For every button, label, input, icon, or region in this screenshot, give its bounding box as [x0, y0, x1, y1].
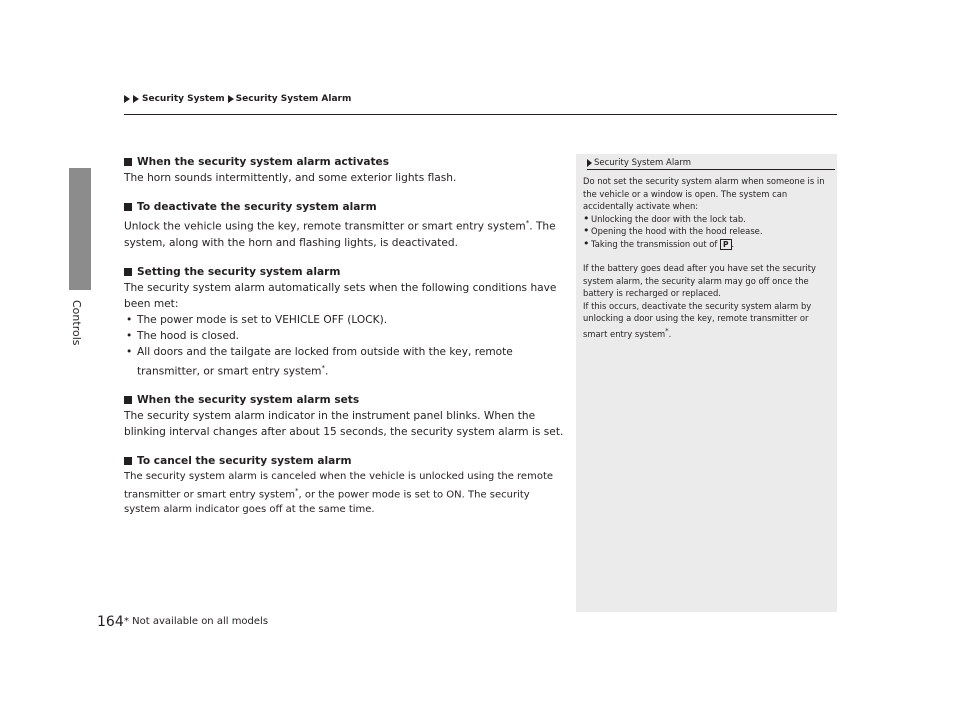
section-heading: When the security system alarm sets [124, 392, 566, 408]
breadcrumb-item-security-system-alarm[interactable]: Security System Alarm [235, 94, 352, 104]
list-item: • The power mode is set to VEHICLE OFF (LOCK). [124, 312, 566, 328]
asterisk-mark: * [665, 326, 669, 335]
square-bullet-icon [124, 203, 132, 211]
section-text: The security system alarm automatically sets when the following conditions have been met: [124, 281, 557, 310]
section-alarm-activates [124, 154, 566, 186]
section-text: The security system alarm indicator in the instrument panel blinks. When the blinking interval changes after about 15 seconds, the security system alarm is set. [124, 410, 564, 439]
section-label: Controls [70, 300, 83, 346]
park-symbol-icon: P [720, 239, 732, 250]
breadcrumb-arrow-icon [228, 95, 234, 103]
section-tab [69, 168, 91, 290]
note-list [583, 213, 835, 251]
footnote: * Not available on all models [124, 616, 269, 627]
section-heading: When the security system alarm activates [124, 154, 566, 170]
asterisk-mark: * [321, 363, 326, 372]
section-heading: To cancel the security system alarm [124, 453, 566, 469]
square-bullet-icon [124, 457, 132, 465]
note-paragraph: If the battery goes dead after you have set the security system alarm, the security alarm may go off once the battery is recharged or replaced. [583, 263, 816, 298]
note-rule [587, 169, 835, 170]
asterisk-mark: * [294, 487, 299, 496]
section-text: The horn sounds intermittently, and some exterior lights flash. [124, 172, 457, 184]
section-heading: Setting the security system alarm [124, 264, 566, 280]
square-bullet-icon [124, 268, 132, 276]
conditions-list [124, 312, 566, 380]
list-item: • The hood is closed. [124, 328, 566, 344]
breadcrumb-arrow-icon [124, 95, 130, 103]
breadcrumb [124, 94, 351, 104]
section-deactivate [124, 199, 566, 251]
note-arrow-icon [587, 159, 592, 167]
list-item: • All doors and the tailgate are locked from outside with the key, remote transmitter, or smart entry system*. [124, 344, 566, 380]
list-item: • Opening the hood with the hood release. [583, 225, 835, 238]
note-body [583, 175, 835, 340]
asterisk-mark: * [525, 219, 530, 227]
square-bullet-icon [124, 396, 132, 404]
page-number: 164 [97, 614, 124, 630]
note-paragraph: If this occurs, deactivate the security system alarm by unlocking a door using the key, remote transmitter or smart entry system*. [583, 300, 812, 339]
section-cancel-alarm [124, 453, 566, 517]
section-heading: To deactivate the security system alarm [124, 199, 566, 215]
main-content [124, 154, 566, 530]
square-bullet-icon [124, 158, 132, 166]
note-title: Security System Alarm [587, 158, 691, 168]
header-rule [124, 114, 837, 115]
list-item: • Unlocking the door with the lock tab. [583, 213, 835, 226]
list-item: • Taking the transmission out of P . [583, 238, 835, 251]
section-text: Unlock the vehicle using the key, remote transmitter or smart entry system*. The system, along with the horn and flashing lights, is deactivated. [124, 219, 556, 249]
section-alarm-sets [124, 392, 566, 440]
breadcrumb-arrow-icon [133, 95, 139, 103]
section-text: The security system alarm is canceled when the vehicle is unlocked using the remote transmitter or smart entry system*, or the power mode is set to ON. The security system alarm indicator goes off at the same time. [124, 471, 554, 516]
note-intro: Do not set the security system alarm when someone is in the vehicle or a window is open. The system can accidentally activate when: [583, 176, 825, 211]
section-setting-alarm [124, 264, 566, 380]
breadcrumb-item-security-system[interactable]: Security System [142, 94, 225, 104]
